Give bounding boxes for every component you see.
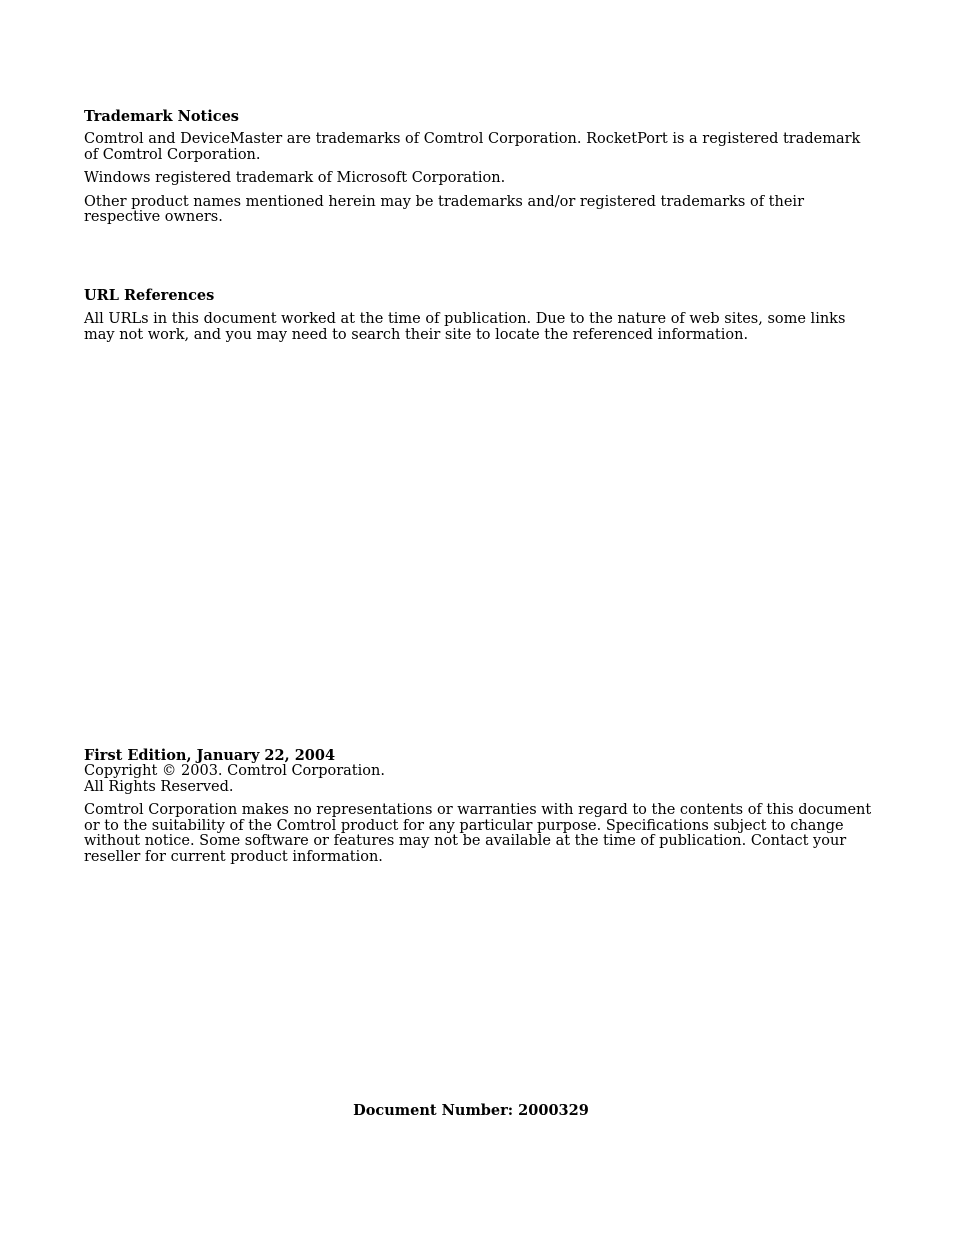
edition-heading: First Edition, January 22, 2004 [84, 747, 336, 764]
copyright-line: Copyright © 2003. Comtrol Corporation. [84, 763, 385, 779]
url-references-section [84, 287, 874, 343]
edition-section [84, 747, 874, 865]
disclaimer-paragraph: Comtrol Corporation makes no representations or warranties with regard to the contents of this document or to the suitability of the Comtrol product for any particular purpose. Specifications subject to change without notice. Some software or features may not be available at the time of publication. Contact your reseller for current product information. [84, 802, 872, 865]
trademark-paragraph-other: Other product names mentioned herein may be trademarks and/or registered trademarks of their respective owners. [84, 193, 805, 225]
url-references-heading: URL References [84, 287, 215, 304]
trademark-paragraph-comtrol: Comtrol and DeviceMaster are trademarks of Comtrol Corporation. RocketPort is a registered trademark of Comtrol Corporation. [84, 131, 861, 163]
rights-reserved-line: All Rights Reserved. [84, 778, 234, 795]
trademark-notices-heading: Trademark Notices [84, 108, 239, 125]
trademark-paragraph-windows: Windows registered trademark of Microsoft Corporation. [84, 170, 506, 186]
trademark-notices-section [84, 108, 874, 226]
url-references-paragraph: All URLs in this document worked at the time of publication. Due to the nature of web sites, some links may not work, and you may need to search their site to locate the referenced information. [84, 311, 846, 343]
document-number: Document Number: 2000329 [353, 1102, 589, 1119]
